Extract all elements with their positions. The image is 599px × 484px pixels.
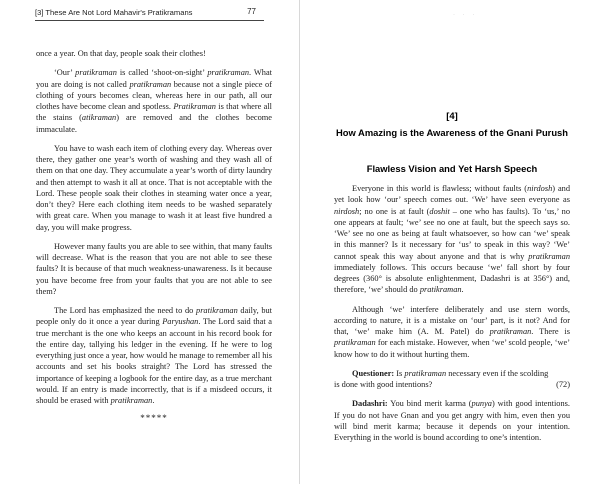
running-title: [3] These Are Not Lord Mahavir's Pratikramans: [35, 8, 193, 17]
page-number: 77: [247, 7, 256, 16]
paragraph: You have to wash each item of clothing every day. Whereas over there, they gather one year’s worth of washing and they wash all of them on that one day. They accumulate a year’s worth of dirty laundry and then attempt to wash it all at once. That is not acceptable with the Lord. These people soak their clothes in steaming water once a year, don’t they? Here each clothing item needs to be washed separately with great care. When you manage to wash it at least five hundred a day, you will make progress.: [36, 143, 272, 232]
dadashri-label: Dadashri:: [352, 399, 388, 409]
end-mark: *****: [140, 413, 168, 424]
top-mark: · · ·: [453, 12, 478, 18]
paragraph: ‘Our’ pratikraman is called ‘shoot-on-sight’ pratikraman. What you are doing is not called pratikraman because not a single piece of clothing of yours becomes clean, whereas here in our path, all our clothes have become clean and spotless. Pratikraman is that where all the stains (atikraman) are removed and the clothes become immaculate.: [36, 68, 272, 134]
paragraph: Everyone in this world is flawless; without faults (nirdosh) and yet look how ‘our’ speech comes out. ‘We’ have seen everyone as nirdosh; no one is at fault (doshit – one who has faults). To ‘us,’ no one appears at fault; ‘we’ see no one at fault, but the speech says so. ‘We’ see no one as being at fault whatsoever, so how can ‘we’ speak in this manner? Is it necessary for ‘us’ to speak in this way? ‘We’ cannot speak this way about anyone and that is why pratikraman immediately follows. This occurs because ‘we’ fall short by four degrees (360° is absolute enlightenment, Dadashri is at 356°) and, therefore, ‘we’ should do pratikraman.: [334, 184, 570, 295]
chapter-title: How Amazing is the Awareness of the Gnani Purush: [336, 127, 568, 138]
question-text: is done with good intentions?: [334, 380, 433, 389]
section-title: Flawless Vision and Yet Harsh Speech: [366, 163, 538, 174]
right-body-text: [334, 183, 570, 443]
answer-paragraph: Dadashri: You bind merit karma (punya) with good intentions. If you do not have Gnan and you get angry with him, even then you will bind merit karma; because it depends on your intention. Everything in the world is bound according to one’s intention.: [334, 399, 570, 442]
paragraph: once a year. On that day, people soak their clothes!: [36, 49, 206, 58]
paragraph: However many faults you are able to see within, that many faults will decrease. What is the reason that you are not able to see these faults? It is because of that much weakness-unawareness. Is it because you have become free from your faults that you are not able to see them?: [36, 241, 272, 296]
question-line-2: [334, 379, 570, 390]
question-line: Questioner: Is pratikraman necessary even if the scolding: [352, 368, 549, 378]
running-head: [35, 6, 264, 21]
gutter-divider: [299, 0, 300, 484]
paragraph: The Lord has emphasized the need to do pratikraman daily, but people only do it once a year during Paryushan. The Lord said that a true merchant is the one who keeps an account in his record book for the entire day, tallying his ledger in the evening. If he were to log everything just once a year, how would he manage to remember all his accounts and set his books straight? The Lord has stressed the importance of keeping a logbook for the entire day, as a true merchant would. If an entry is made incorrectly, that is if a misdeed occurs, it should be erased with pratikraman.: [36, 306, 273, 405]
chapter-number: [4]: [446, 110, 458, 121]
question-number: (72): [556, 380, 570, 389]
paragraph: Although ‘we’ interfere deliberately and use stern words, according to nature, it is a mistake on ‘our’ part, is it not? And for that, ‘we’ make him (A. M. Patel) do pratikraman. There is pratikraman for each mistake. However, when ‘we’ scold people, ‘we’ know how to do it without hurting them.: [334, 304, 570, 359]
questioner-label: Questioner:: [352, 368, 395, 378]
left-body-text: [36, 48, 272, 425]
